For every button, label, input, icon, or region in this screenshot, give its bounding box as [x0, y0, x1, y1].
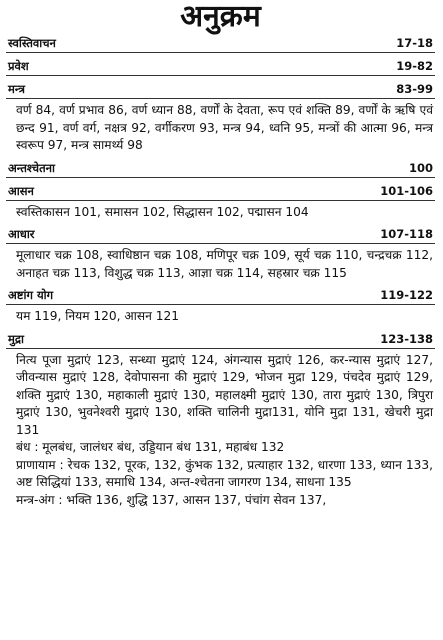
toc-entry-header[interactable] [6, 288, 435, 302]
toc-entry [6, 161, 435, 178]
toc-entries [6, 36, 435, 509]
toc-entry [6, 332, 435, 510]
toc-subentries: यम 119, नियम 120, आसन 121 [16, 309, 179, 323]
toc-entry [6, 227, 435, 282]
toc-heading: मुद्रा [8, 331, 24, 346]
toc-entry-header[interactable] [6, 184, 435, 198]
toc-page-range: 100 [408, 160, 433, 175]
toc-entry [6, 288, 435, 326]
toc-heading: प्रवेश [8, 59, 29, 73]
toc-page-range: 101-106 [380, 183, 433, 198]
toc-entry-header[interactable] [6, 36, 435, 50]
toc-subentries: नित्य पूजा मुद्राएं 123, सन्ध्या मुद्राएं 124, अंगन्यास मुद्राएं 126, कर-न्यास मुद्राएं 127, जीवन्यास मुद्राएं 128, देवोपासना की मुद्राएं 129, भोजन मुद्रा 129, पंचदेव मुद्राएं 129, शक्ति मुद्राएं 130, महाकाली मुद्राएं 130, महालक्ष्मी मुद्राएं 130, तारा मुद्राएं 130, त्रिपुरा मुद्राएं 130, भुवनेश्वरी मुद्राएं 130, शक्ति चालिनी मुद्रा131, योनि मुद्रा 131, खेचरी मुद्रा 131 [16, 352, 433, 437]
toc-entry [6, 59, 435, 76]
toc-subentries: स्वस्तिकासन 101, समासन 102, सिद्धासन 102, पद्मासन 104 [16, 204, 309, 219]
toc-page-range: 83-99 [396, 82, 433, 96]
toc-page-range: 19-82 [396, 59, 433, 73]
toc-entry-header[interactable] [6, 161, 435, 175]
divider [6, 243, 435, 244]
toc-entry-header[interactable] [6, 227, 435, 241]
toc-subentries: बंध : मूलबंध, जालंधर बंध, उड्डियान बंध 131, महाबंध 132 [16, 440, 285, 454]
toc-entry-header[interactable] [6, 59, 435, 73]
toc-subentries: वर्ण 84, वर्ण प्रभाव 86, वर्ण ध्यान 88, वर्णों के देवता, रूप एवं शक्ति 89, वर्णों के ऋषि एवं छन्द 91, वर्ण वर्ग, नक्षत्र 92, वर्गीकरण 93, मन्त्र 94, ध्वनि 95, मन्त्रों की आत्मा 96, मन्त्र स्वरूप 97, मन्त्र सामर्थ्य 98 [16, 103, 433, 152]
divider [6, 98, 435, 99]
toc-entry [6, 82, 435, 155]
toc-subentries: प्राणायाम : रेचक 132, पूरक, 132, कुंभक 132, प्रत्याहार 132, धारणा 133, ध्यान 133, अष्ट सिद्धियां 133, समाधि 134, अन्त-श्चेतना जागरण 134, साधना 135 [16, 457, 433, 489]
divider [6, 177, 435, 178]
toc-entry-header[interactable] [6, 332, 435, 346]
toc-heading: स्वस्तिवाचन [8, 36, 56, 50]
toc-heading: आसन [8, 183, 34, 198]
toc-subentries: मन्त्र-अंग : भक्ति 136, शुद्धि 137, आसन 137, पंचांग सेवन 137, [16, 492, 327, 507]
page-title: अनुक्रम [180, 0, 261, 34]
toc-subentries: मूलाधार चक्र 108, स्वाधिष्ठान चक्र 108, मणिपूर चक्र 109, सूर्य चक्र 110, चन्द्रचक्र 112, अनाहत चक्र 113, विशुद्ध चक्र 113, आज्ञा चक्र 114, सहस्रार चक्र 115 [16, 248, 433, 280]
toc-page-range: 17-18 [396, 36, 433, 50]
toc-page-range: 107-118 [380, 227, 433, 241]
toc-heading: मन्त्र [8, 82, 25, 96]
toc-page-range: 123-138 [380, 331, 433, 346]
toc-entry-header[interactable] [6, 82, 435, 96]
toc-heading: आधार [8, 227, 35, 241]
divider [6, 52, 435, 53]
divider [6, 200, 435, 201]
toc-page-range: 119-122 [380, 288, 433, 302]
toc-heading: अन्तश्चेतना [8, 160, 55, 175]
toc-entry [6, 184, 435, 222]
divider [6, 304, 435, 305]
toc-entry [6, 36, 435, 53]
divider [6, 348, 435, 349]
toc-heading: अष्टांग योग [8, 288, 54, 302]
divider [6, 75, 435, 76]
